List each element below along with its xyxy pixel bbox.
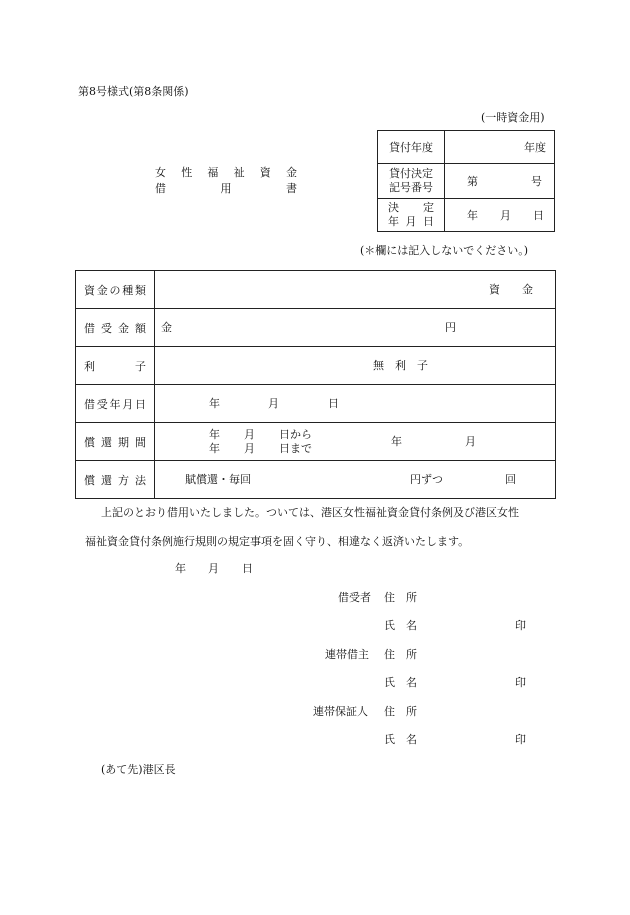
loan-details-table — [75, 270, 556, 499]
amount-value[interactable]: 金 円 — [155, 309, 556, 347]
borrower-seal: 印 — [515, 619, 526, 632]
decision-date-cell[interactable]: 年 月 日 — [445, 199, 555, 232]
office-use-box — [377, 130, 555, 232]
co-borrower-address-label: 住 所 — [384, 648, 417, 661]
date-day: 日 — [242, 562, 253, 575]
date-year: 年 — [175, 562, 186, 575]
borrower-name-label: 氏 名 — [384, 619, 417, 632]
co-borrower-name-label: 氏 名 — [384, 676, 417, 689]
office-use-note: (＊欄には記入しないでください。) — [360, 244, 529, 257]
guarantor-name-label: 氏 名 — [384, 733, 417, 746]
borrow-date-label: 借 受 年 月 日 — [76, 385, 155, 423]
statement-line-1: 上記のとおり借用いたしました。ついては、港区女性福祉資金貸付条例及び港区女性 — [101, 506, 519, 519]
decision-no-cell[interactable]: 第 号 — [445, 164, 555, 199]
row-repay-method — [76, 461, 556, 499]
row-repay-period — [76, 423, 556, 461]
fiscal-year-cell[interactable]: 年度 — [445, 131, 555, 164]
guarantor-role: 連帯保証人 — [313, 705, 368, 718]
interest-value: 無 利 子 — [155, 347, 556, 385]
repay-period-value[interactable]: 年 月 日から 年 月 日まで 年 月 — [155, 423, 556, 461]
guarantor-address-label: 住 所 — [384, 705, 417, 718]
fund-type-label: 資 金 の 種 類 — [76, 271, 155, 309]
title-line-1: 女 性 福 祉 資 金 — [155, 166, 297, 179]
interest-label: 利 子 — [76, 347, 155, 385]
co-borrower-seal: 印 — [515, 676, 526, 689]
guarantor-seal: 印 — [515, 733, 526, 746]
addressee: (あて先)港区長 — [101, 763, 176, 776]
borrow-date-value[interactable]: 年 月 日 — [155, 385, 556, 423]
date-month: 月 — [208, 562, 219, 575]
row-fund-type — [76, 271, 556, 309]
amount-label: 借 受 金 額 — [76, 309, 155, 347]
repay-method-label: 償 還 方 法 — [76, 461, 155, 499]
fiscal-year-label: 貸付年度 — [378, 131, 445, 164]
decision-no-label: 貸付決定 記号番号 — [378, 164, 445, 199]
row-interest — [76, 347, 556, 385]
co-borrower-role: 連帯借主 — [325, 648, 369, 661]
row-borrow-date — [76, 385, 556, 423]
borrower-address-label: 住 所 — [384, 591, 417, 604]
decision-date-label: 決 定 年 月 日 — [378, 199, 445, 232]
borrower-role: 借受者 — [338, 591, 371, 604]
repay-period-label: 償 還 期 間 — [76, 423, 155, 461]
form-number: 第8号様式(第8条関係) — [78, 85, 189, 98]
statement-line-2: 福祉資金貸付条例施行規則の規定事項を固く守り、相違なく返済いたします。 — [85, 535, 470, 548]
fund-type-value[interactable]: 資 金 — [155, 271, 556, 309]
row-amount — [76, 309, 556, 347]
repay-method-value[interactable]: 賦償還・毎回 円ずつ 回 — [155, 461, 556, 499]
title-line-2: 借 用 書 — [155, 182, 297, 195]
purpose-note: (一時資金用) — [481, 111, 545, 124]
